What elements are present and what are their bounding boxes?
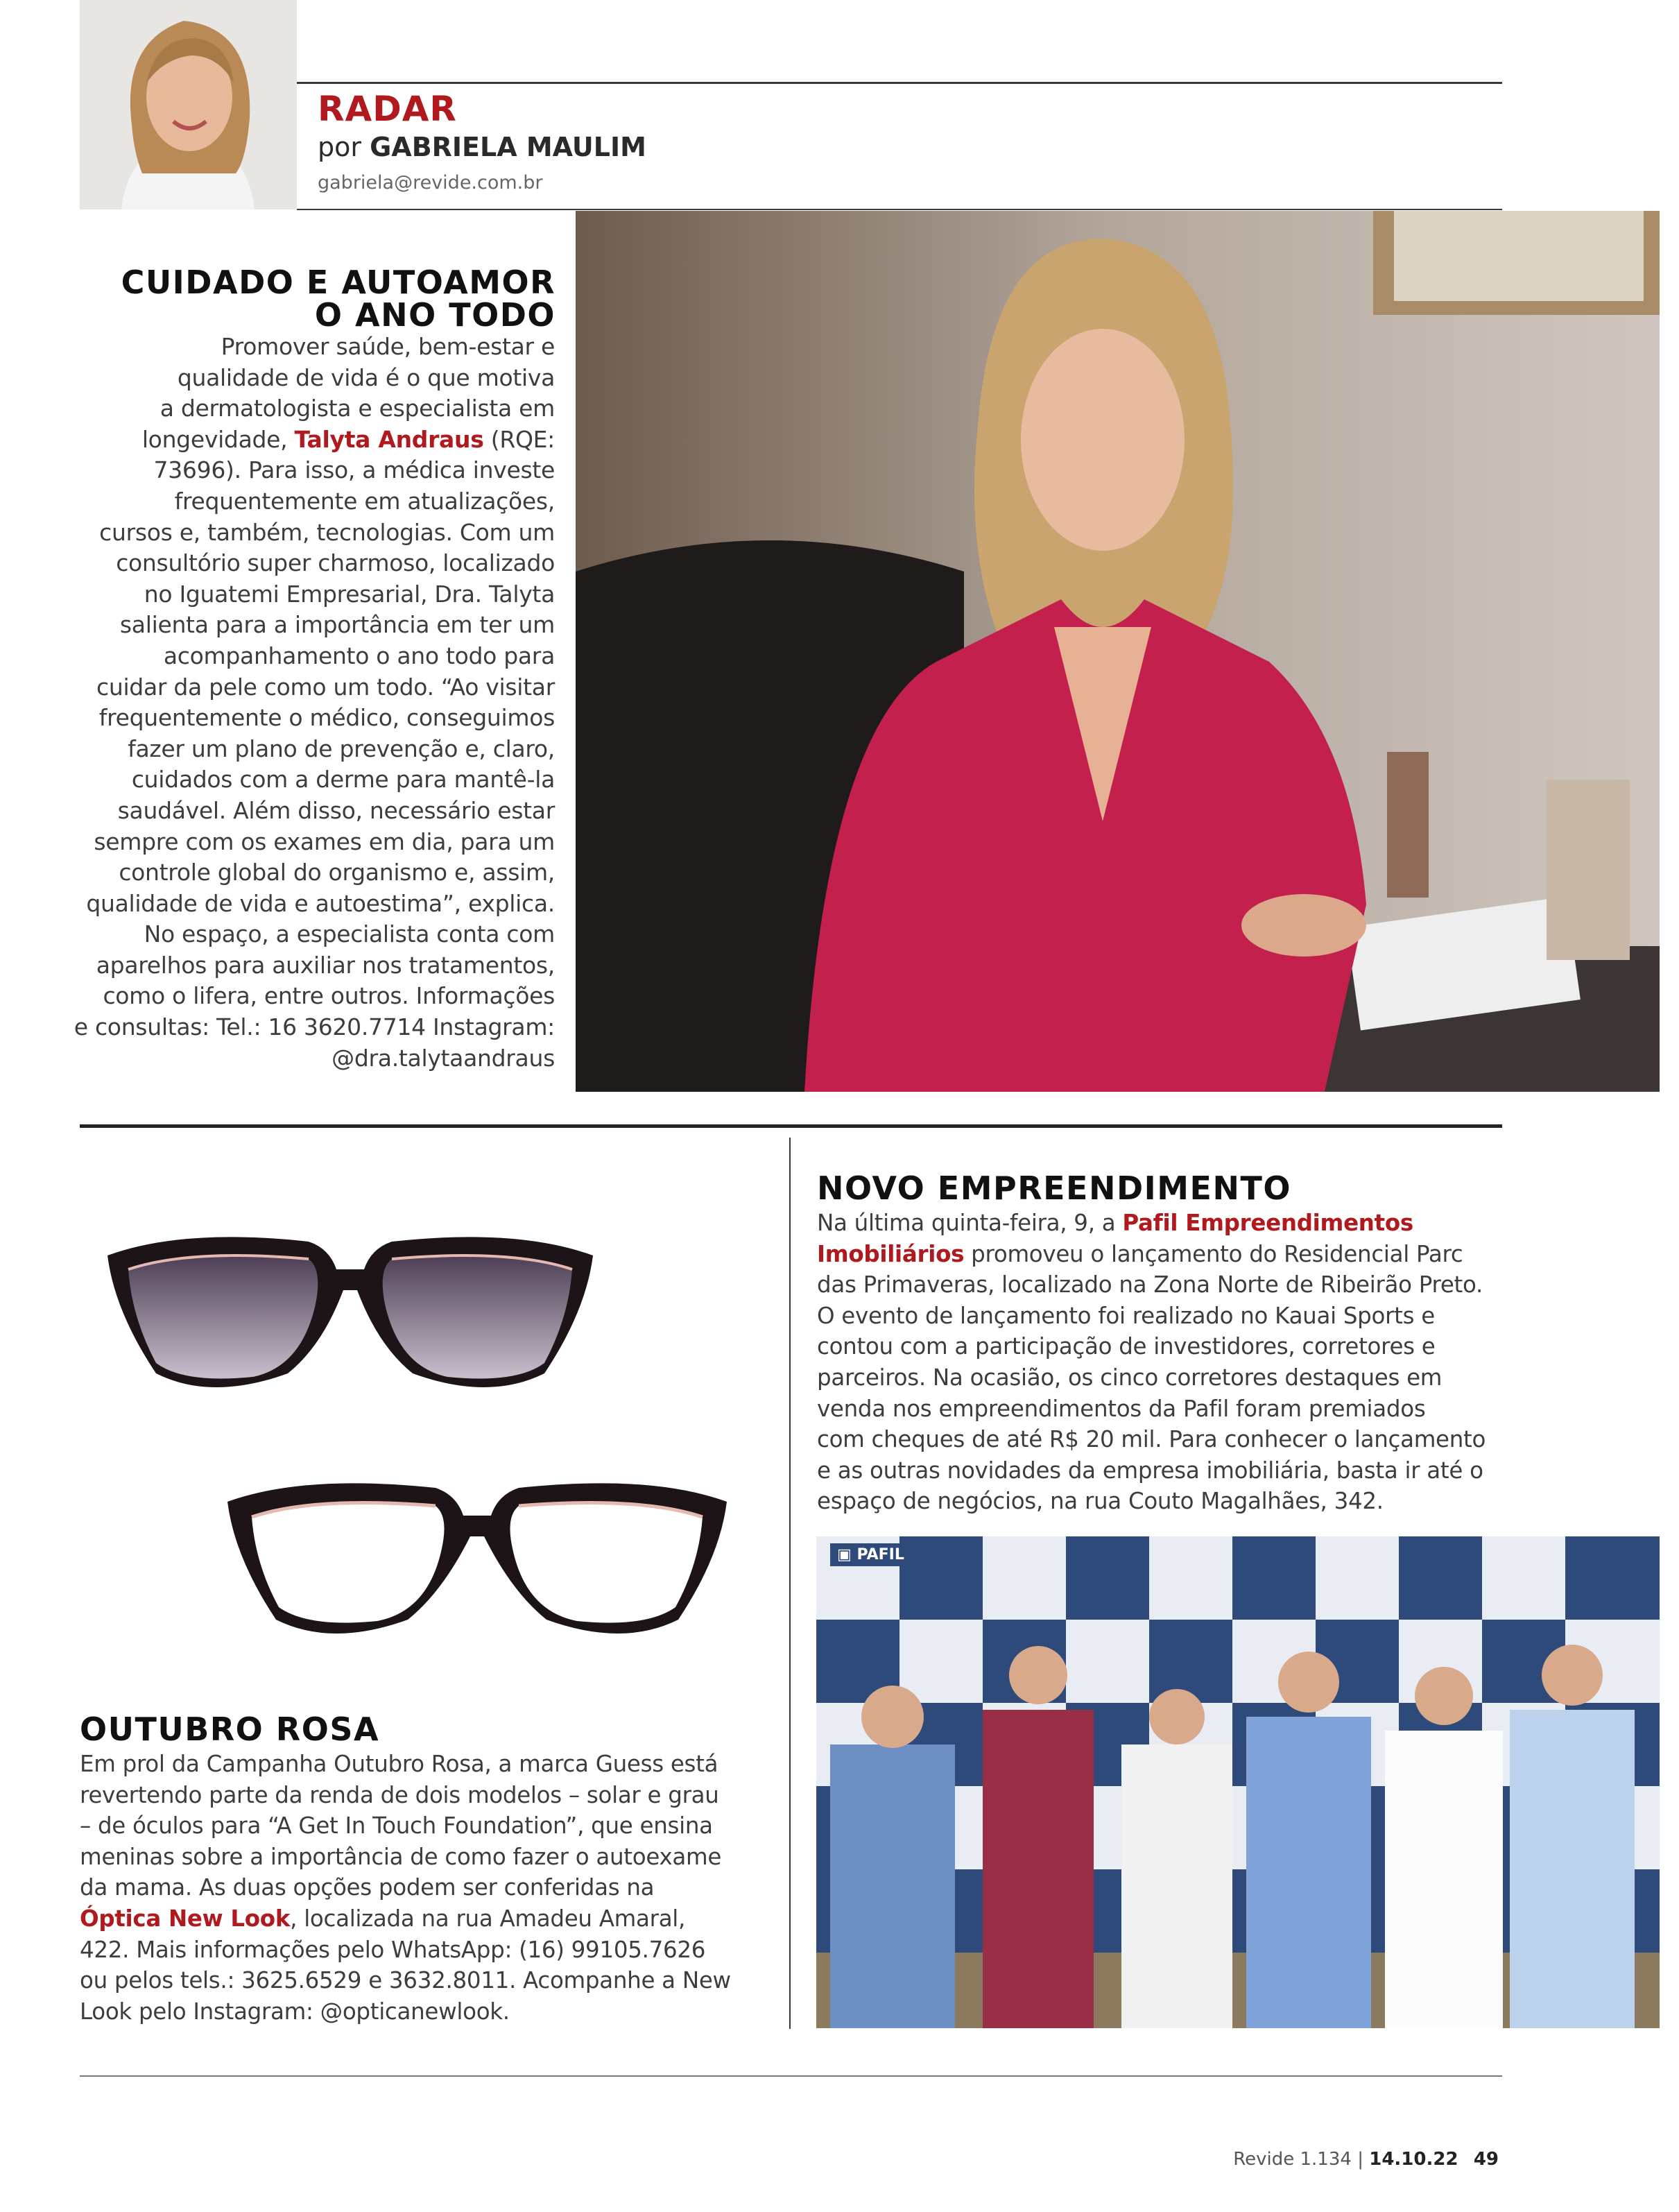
body-line: Em prol da Campanha Outubro Rosa, a marca Guess está [80,1751,718,1777]
pafil-logo-icon: ▣ [837,1546,852,1563]
line-text: (RQE: [483,425,555,453]
body-line: das Primaveras, localizado na Zona Norte de Ribeirão Preto. [817,1271,1483,1298]
header-rule-bottom [297,209,1502,210]
body-line [69,425,555,456]
body-line: – de óculos para “A Get In Touch Foundation”, que ensina [80,1812,713,1840]
doctor-photo [576,211,1660,1092]
magazine-issue: Revide 1.134 [1233,2149,1352,2170]
section-divider [80,1124,1502,1128]
body-line: meninas sobre a importância de como fazer o autoexame [80,1843,722,1870]
page-footer [1233,2149,1499,2170]
line-text: promoveu o lançamento do Residencial Parc [964,1240,1463,1267]
body-line: cursos e, também, tecnologias. Com um [99,518,555,546]
body-line: Look pelo Instagram: @opticanewlook. [80,1998,510,2025]
body-line: frequentemente o médico, conseguimos [98,704,555,732]
body-line: controle global do organismo e, assim, [119,859,555,886]
column-divider [789,1138,791,2029]
body-line: Promover saúde, bem-estar e [221,333,555,360]
highlighted-name: Imobiliários [817,1240,965,1267]
highlighted-name: Óptica New Look [80,1905,291,1932]
story1-body [69,332,555,1074]
highlighted-name: Talyta Andraus [294,425,484,453]
byline-prefix: por [318,132,361,162]
body-line: qualidade de vida e autoestima”, explica. [86,889,555,917]
line-text: , localizada na rua Amadeu Amaral, [290,1905,686,1932]
line-text: longevidade, [141,425,295,453]
body-line: No espaço, a especialista conta com [144,920,555,948]
body-line: 73696). Para isso, a médica investe [153,456,555,484]
page-number: 49 [1473,2149,1499,2170]
footer-separator: | [1357,2149,1363,2170]
story1-headline-line2: O ANO TODO [314,296,556,334]
body-line: sempre com os exames em dia, para um [94,828,555,855]
header-rule-top [297,82,1502,84]
event-group-photo [816,1536,1660,2028]
body-line: a dermatologista e especialista em [160,395,555,422]
body-line: consultório super charmoso, localizado [116,549,555,577]
footer-rule [80,2075,1502,2077]
body-line [80,1903,780,1935]
body-line: revertendo parte da renda de dois modelos – solar e grau [80,1781,719,1808]
author-email: gabriela@revide.com.br [318,172,543,194]
body-line: no Iguatemi Empresarial, Dra. Talyta [144,580,555,608]
body-line: acompanhamento o ano todo para [163,642,555,669]
body-line: aparelhos para auxiliar nos tratamentos, [96,951,555,979]
story3-body [80,1749,780,2027]
story3-headline: OUTUBRO ROSA [80,1711,380,1748]
body-line: cuidar da pele como um todo. “Ao visitar [96,673,555,701]
body-line: contou com a participação de investidores, corretores e [817,1333,1436,1360]
pafil-logo-text: PAFIL [856,1546,904,1563]
author-name: GABRIELA MAULIM [370,132,646,162]
body-line: frequentemente em atualizações, [174,487,555,515]
body-line [817,1208,1510,1239]
body-line: e consultas: Tel.: 16 3620.7714 Instagram: [74,1013,555,1041]
body-line: da mama. As duas opções podem ser conferidas na [80,1874,655,1901]
body-line: saudável. Além disso, necessário estar [117,796,555,824]
body-line [817,1239,1510,1270]
body-line: salienta para a importância em ter um [119,611,555,639]
issue-date: 14.10.22 [1369,2149,1458,2170]
pafil-banner-logo [830,1543,911,1566]
sunglasses-image [101,1228,600,1408]
body-line: venda nos empreendimentos da Pafil foram premiados [817,1395,1426,1422]
body-line: como o lifera, entre outros. Informações [103,982,555,1010]
highlighted-name: Pafil Empreendimentos [1122,1210,1413,1236]
author-photo [80,0,297,209]
body-line: @dra.talytaandraus [332,1044,555,1072]
body-line: com cheques de até R$ 20 mil. Para conhecer o lançamento [817,1426,1486,1453]
section-title: RADAR [318,89,457,129]
body-line: 422. Mais informações pelo WhatsApp: (16) 99105.7626 [80,1936,706,1963]
story2-headline: NOVO EMPREENDIMENTO [817,1169,1291,1207]
body-line: fazer um plano de prevenção e, claro, [128,735,555,762]
body-line: O evento de lançamento foi realizado no Kauai Sports e [817,1302,1435,1329]
body-line: cuidados com a derme para mantê-la [131,766,555,794]
story1-headline-line1: CUIDADO E AUTOAMOR [121,264,556,301]
body-line: parceiros. Na ocasião, os cinco corretores destaques em [817,1364,1443,1391]
line-text: Na última quinta-feira, 9, a [817,1210,1123,1236]
body-line: e as outras novidades da empresa imobiliária, basta ir até o [817,1457,1483,1484]
body-line: espaço de negócios, na rua Couto Magalhães, 342. [817,1488,1384,1515]
byline [318,132,646,162]
story1-headline [70,266,556,332]
body-line: qualidade de vida é o que motiva [177,363,555,391]
body-line: ou pelos tels.: 3625.6529 e 3632.8011. Acompanhe a New [80,1967,731,1994]
eyeglasses-image [221,1474,734,1654]
story2-body [817,1208,1510,1517]
